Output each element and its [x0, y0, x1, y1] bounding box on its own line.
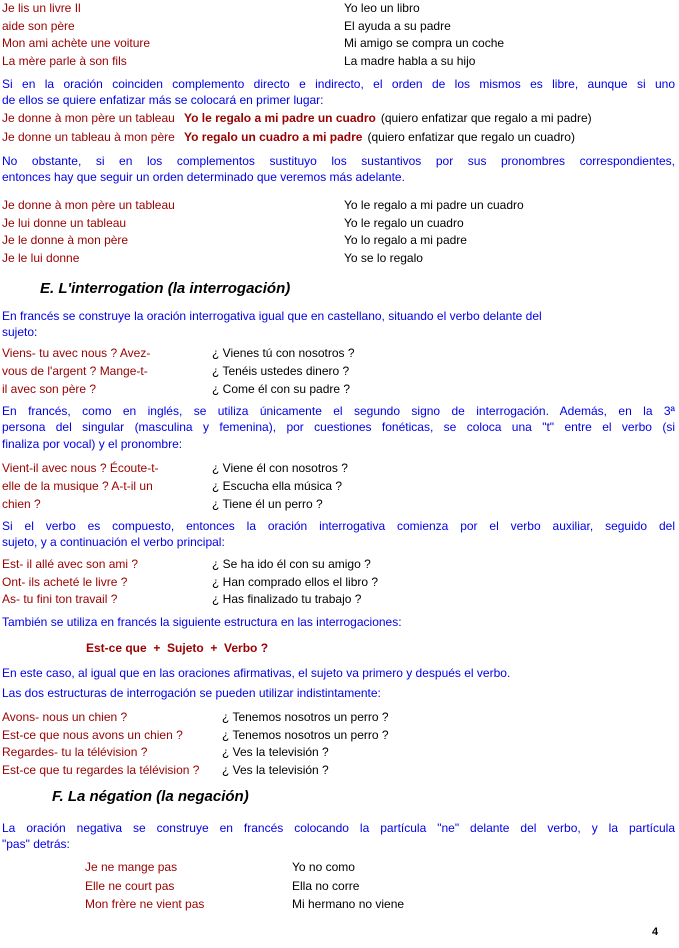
estce-formula: Est-ce que + Sujeto + Verbo ?: [86, 641, 269, 655]
example-row: [2, 745, 675, 763]
emphasis-row: [2, 130, 675, 149]
paragraph-line: Si en la oración coinciden complemento directo e indirecto, el orden de los mismos es libre, aunque si uno: [2, 77, 675, 91]
paragraph-line: "pas" detrás:: [2, 837, 70, 852]
french-example: Je lui donne un tableau: [2, 215, 127, 230]
spanish-translation: ¿ Tenemos nosotros un perro ?: [222, 710, 389, 724]
example-row: [2, 575, 675, 593]
example-row: [2, 233, 675, 251]
example-row: [2, 461, 675, 479]
spanish-translation: ¿ Tiene él un perro ?: [212, 497, 323, 511]
emphasis-note: (quiero enfatizar que regalo un cuadro): [367, 129, 575, 144]
example-row: [2, 19, 675, 37]
example-row: [85, 897, 675, 916]
example-row: [2, 592, 675, 610]
spanish-translation: ¿ Tenéis ustedes dinero ?: [212, 364, 350, 378]
example-row: [2, 346, 675, 364]
french-example: aide son père: [2, 18, 75, 33]
spanish-translation: ¿ Se ha ido él con su amigo ?: [212, 557, 371, 571]
paragraph-inversion: [2, 308, 675, 341]
paragraph-free-order: [2, 76, 675, 109]
example-row: [2, 198, 675, 216]
paragraph-line: No obstante, si en los complementos sustituyo los sustantivos por sus pronombres correspondientes,: [2, 154, 675, 168]
french-example: Vient-il avec nous ? Écoute-t-: [2, 461, 159, 475]
french-example: Est-ce que nous avons un chien ?: [2, 727, 183, 742]
example-row: [85, 879, 675, 898]
examples-inversion-block: [2, 346, 675, 400]
emphasis-row: [2, 111, 675, 130]
example-row: [2, 251, 675, 269]
paragraph-line: En francés, como en inglés, se utiliza únicamente el segundo signo de interrogación. Además, en la 3ª: [2, 404, 675, 418]
paragraph-line: persona del singular (masculina y femenina), por cuestiones fonéticas, se coloca una "t" entre el verbo (si: [2, 420, 675, 435]
spanish-translation: ¿ Viene él con nosotros ?: [212, 461, 348, 475]
paragraph-line: entonces hay que seguir un orden determinado que veremos más adelante.: [2, 170, 405, 185]
french-example: As- tu fini ton travail ?: [2, 592, 118, 607]
examples-compound-block: [2, 557, 675, 610]
example-row: [2, 728, 675, 746]
estce-both-line: Las dos estructuras de interrogación se pueden utilizar indistintamente:: [2, 686, 381, 700]
french-example: Je le lui donne: [2, 251, 80, 266]
spanish-bold-translation: Yo regalo un cuadro a mi padre: [184, 129, 363, 144]
spanish-translation: ¿ Tenemos nosotros un perro ?: [222, 727, 389, 742]
spanish-translation: Mi hermano no viene: [292, 897, 405, 912]
spanish-translation: Yo le regalo un cuadro: [344, 215, 464, 230]
french-example: Est-ce que tu regardes la télévision ?: [2, 763, 200, 778]
example-row: [2, 479, 675, 497]
french-example: Mon ami achète une voiture: [2, 36, 151, 51]
section-heading-negation: F. La négation (la negación): [52, 788, 249, 805]
spanish-translation: ¿ Come él con su padre ?: [212, 382, 351, 396]
examples-negation-block: [85, 860, 675, 916]
estce-intro-line: También se utiliza en francés la siguiente estructura en las interrogaciones:: [2, 615, 402, 629]
examples-pronouns-block: [2, 198, 675, 269]
example-row: [2, 710, 675, 728]
spanish-translation: ¿ Vienes tú con nosotros ?: [212, 346, 355, 360]
example-row: [85, 860, 675, 879]
paragraph-t-insertion: [2, 403, 675, 452]
examples-top-block: [2, 1, 675, 72]
paragraph-line: finaliza por vocal) y el pronombre:: [2, 436, 183, 451]
example-row: [2, 763, 675, 781]
example-row: [2, 216, 675, 234]
example-row: [2, 54, 675, 72]
french-example: il avec son père ?: [2, 382, 97, 396]
french-example: Ont- ils acheté le livre ?: [2, 574, 128, 589]
example-row: [2, 382, 675, 400]
example-row: [2, 364, 675, 382]
french-example: vous de l'argent ? Mange-t-: [2, 364, 148, 378]
french-example: elle de la musique ? A-t-il un: [2, 479, 153, 493]
section-heading-interrogation: E. L'interrogation (la interrogación): [40, 280, 291, 297]
french-example: Je lis un livre Il: [2, 1, 81, 15]
french-example: Mon frère ne vient pas: [85, 897, 205, 912]
paragraph-line: En francés se construye la oración interrogativa igual que en castellano, situando el verbo delante del: [2, 309, 542, 323]
example-row: [2, 36, 675, 54]
french-example: Je donne à mon père un tableau: [2, 198, 175, 212]
example-row: [2, 497, 675, 515]
spanish-translation: El ayuda a su padre: [344, 18, 451, 33]
emphasis-note: (quiero enfatizar que regalo a mi padre): [380, 111, 592, 125]
spanish-translation: Yo se lo regalo: [344, 251, 423, 266]
spanish-translation: Mi amigo se compra un coche: [344, 36, 505, 51]
emphasis-examples-block: [2, 111, 675, 148]
examples-estce-block: [2, 710, 675, 781]
spanish-translation: Yo le regalo a mi padre un cuadro: [344, 198, 524, 212]
paragraph-line: La oración negativa se construye en francés colocando la partícula "ne" delante del verbo, y la partícula: [2, 821, 675, 835]
french-example: Je donne un tableau à mon père: [2, 129, 175, 144]
paragraph-pronouns: [2, 153, 675, 186]
french-example: Regardes- tu la télévision ?: [2, 745, 148, 760]
spanish-bold-translation: Yo le regalo a mi padre un cuadro: [184, 111, 376, 125]
paragraph-negation: [2, 820, 675, 853]
examples-t-block: [2, 461, 675, 515]
spanish-translation: Ella no corre: [292, 878, 360, 893]
paragraph-line: Si el verbo es compuesto, entonces la oración interrogativa comienza por el verbo auxiliar, seguido del: [2, 519, 675, 533]
spanish-translation: Yo leo un libro: [344, 1, 420, 15]
french-example: chien ?: [2, 497, 41, 511]
french-example: Avons- nous un chien ?: [2, 710, 128, 724]
paragraph-line: sujeto, y a continuación el verbo principal:: [2, 535, 225, 550]
paragraph-line: de ellos se quiere enfatizar más se colocará en primer lugar:: [2, 93, 324, 108]
spanish-translation: ¿ Has finalizado tu trabajo ?: [212, 592, 362, 607]
spanish-translation: Yo no como: [292, 860, 355, 874]
paragraph-line: sujeto:: [2, 325, 38, 340]
example-row: [2, 1, 675, 19]
spanish-translation: ¿ Han comprado ellos el libro ?: [212, 574, 379, 589]
french-example: La mère parle à son fils: [2, 54, 127, 69]
spanish-translation: Yo lo regalo a mi padre: [344, 233, 467, 248]
spanish-translation: La madre habla a su hijo: [344, 54, 476, 69]
french-example: Je donne à mon père un tableau: [2, 111, 175, 125]
spanish-translation: ¿ Ves la televisión ?: [222, 745, 329, 760]
french-example: Elle ne court pas: [85, 878, 175, 893]
french-example: Je ne mange pas: [85, 860, 178, 874]
spanish-translation: ¿ Escucha ella música ?: [212, 479, 343, 493]
french-example: Je le donne à mon père: [2, 233, 129, 248]
french-example: Est- il allé avec son ami ?: [2, 557, 139, 571]
french-example: Viens- tu avec nous ? Avez-: [2, 346, 151, 360]
spanish-translation: ¿ Ves la televisión ?: [222, 763, 329, 778]
example-row: [2, 557, 675, 575]
estce-case-line: En este caso, al igual que en las oraciones afirmativas, el sujeto va primero y después el verbo.: [2, 666, 511, 680]
paragraph-compound: [2, 518, 675, 551]
page-number: 4: [652, 926, 659, 938]
